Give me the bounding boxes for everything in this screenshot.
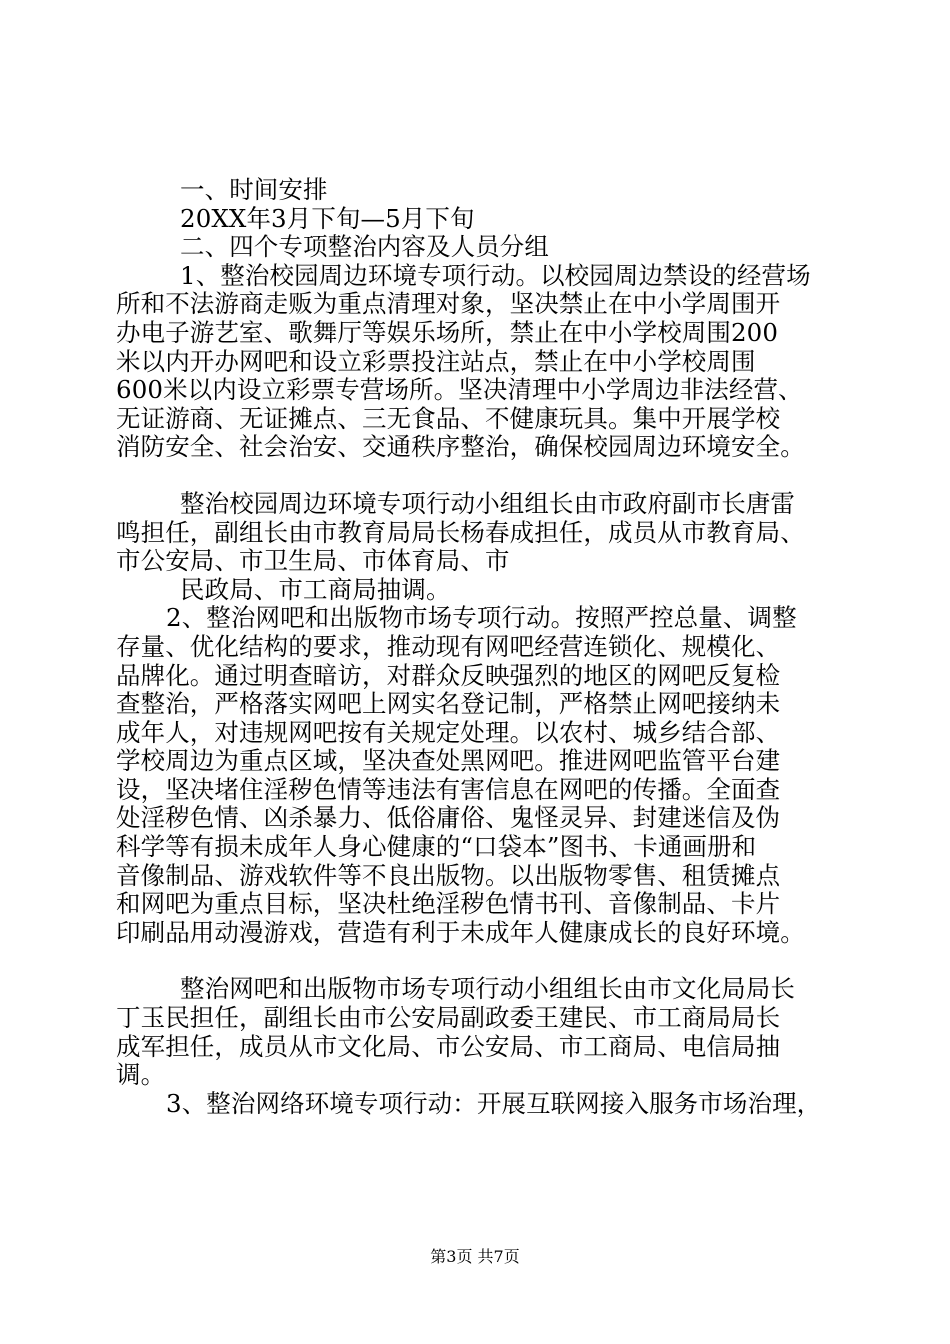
- text-line: 科学等有损未成年人身心健康的“口袋本”图书、卡通画册和: [116, 832, 757, 862]
- text-line: 整治网吧和出版物市场专项行动小组组长由市文化局局长: [180, 974, 795, 1004]
- text-line: 设，坚决堵住淫秽色情等违法有害信息在网吧的传播。全面查: [116, 774, 781, 804]
- text-line: 处淫秽色情、凶杀暴力、低俗庸俗、鬼怪灵异、封建迷信及伪: [116, 803, 781, 833]
- page-number-footer: 第3页 共7页: [430, 1247, 520, 1266]
- text-line: 印刷品用动漫游戏，营造有利于未成年人健康成长的良好环境。: [116, 917, 805, 947]
- text-line: 和网吧为重点目标，坚决杜绝淫秽色情书刊、音像制品、卡片: [116, 889, 781, 919]
- text-line: 音像制品、游戏软件等不良出版物。以出版物零售、租赁摊点: [116, 860, 781, 890]
- text-line: 成年人，对违规网吧按有关规定处理。以农村、城乡结合部、: [116, 717, 781, 747]
- text-line: 民政局、市工商局抽调。: [180, 574, 451, 604]
- text-line: 无证游商、无证摊点、三无食品、不健康玩具。集中开展学校: [116, 403, 781, 433]
- text-line: 所和不法游商走贩为重点清理对象，坚决禁止在中小学周围开: [116, 289, 781, 319]
- text-line: 调。: [116, 1060, 166, 1090]
- text-line: 查整治，严格落实网吧上网实名登记制，严格禁止网吧接纳未: [116, 689, 781, 719]
- text-line: 成军担任，成员从市文化局、市公安局、市工商局、电信局抽: [116, 1031, 781, 1061]
- section-heading-tasks: 二、四个专项整治内容及人员分组: [180, 232, 549, 262]
- text-line: 600米以内设立彩票专营场所。坚决清理中小学周边非法经营、: [116, 375, 803, 405]
- section-heading-schedule: 一、时间安排: [180, 175, 328, 204]
- paragraph-gap: [116, 947, 844, 975]
- text-line: 市公安局、市卫生局、市体育局、市: [116, 546, 510, 576]
- text-line: 消防安全、社会治安、交通秩序整治，确保校园周边环境安全。: [116, 432, 805, 462]
- text-line: 1、整治校园周边环境专项行动。以校园周边禁设的经营场: [180, 260, 811, 290]
- text-line: 存量、优化结构的要求，推动现有网吧经营连锁化、规模化、: [116, 631, 781, 661]
- text-line: 鸣担任，副组长由市教育局局长杨春成担任，成员从市教育局、: [116, 517, 805, 547]
- text-line: 米以内开办网吧和设立彩票投注站点，禁止在中小学校周围: [116, 346, 756, 376]
- text-line: 办电子游艺室、歌舞厅等娱乐场所，禁止在中小学校周围200: [116, 317, 779, 347]
- text-line: 3、整治网络环境专项行动：开展互联网接入服务市场治理，: [166, 1088, 822, 1118]
- document-body: [116, 176, 844, 1118]
- text-line: 学校周边为重点区域，坚决查处黑网吧。推进网吧监管平台建: [116, 746, 781, 776]
- text-line: 整治校园周边环境专项行动小组组长由市政府副市长唐雷: [180, 488, 795, 518]
- text-line: 丁玉民担任，副组长由市公安局副政委王建民、市工商局局长: [116, 1003, 781, 1033]
- text-line: 2、整治网吧和出版物市场专项行动。按照严控总量、调整: [166, 603, 797, 633]
- schedule-dates: 20XX年3月下旬—5月下旬: [180, 203, 475, 233]
- paragraph-gap: [116, 462, 844, 490]
- text-line: 品牌化。通过明查暗访，对群众反映强烈的地区的网吧反复检: [116, 660, 781, 690]
